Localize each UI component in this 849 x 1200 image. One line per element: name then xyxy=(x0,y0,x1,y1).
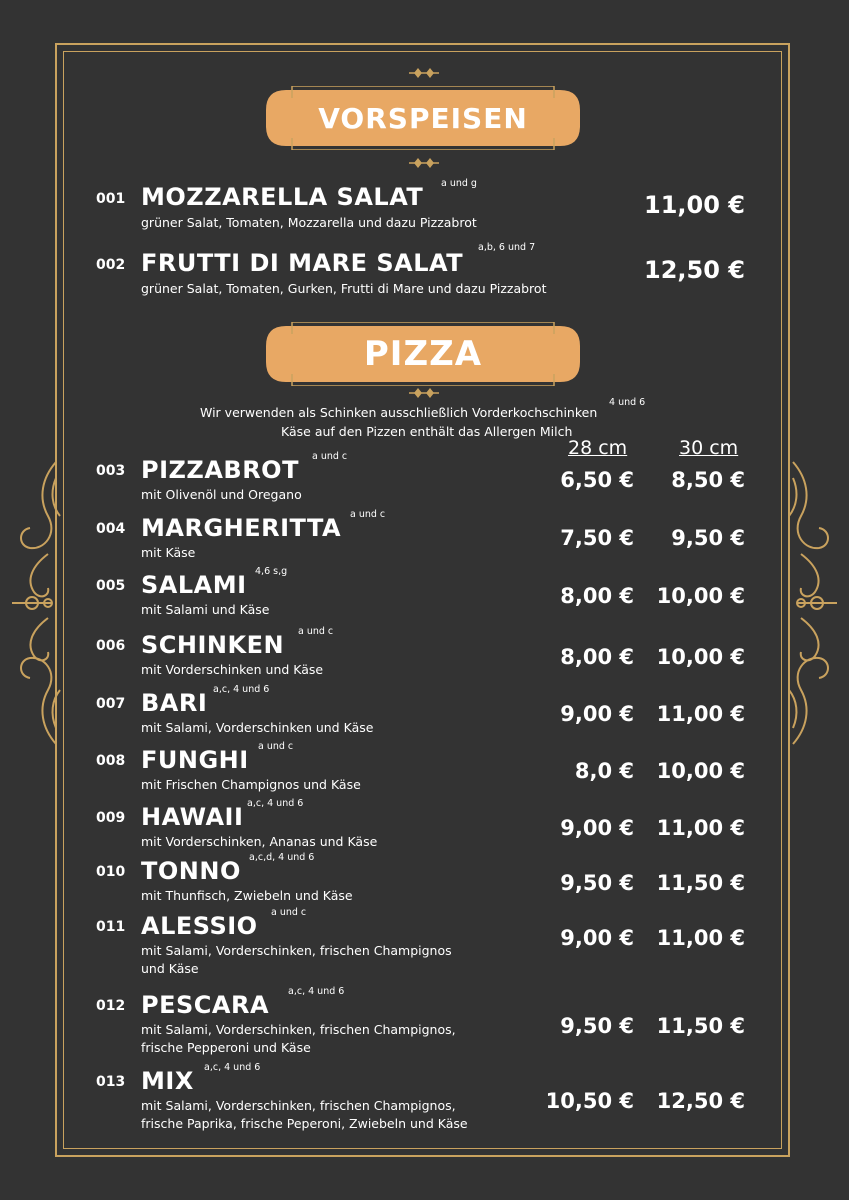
item-description: mit Vorderschinken, Ananas und Käse xyxy=(141,834,378,849)
item-number: 013 xyxy=(96,1074,126,1090)
item-description: mit Salami und Käse xyxy=(141,602,270,617)
right-flourish-icon xyxy=(785,458,841,748)
diamond-ornament-icon xyxy=(409,157,439,169)
item-allergens: a und c xyxy=(271,907,307,918)
price-28cm: 8,00 € xyxy=(560,645,634,669)
item-number: 002 xyxy=(96,257,126,273)
price-28cm: 9,00 € xyxy=(560,926,634,950)
item-description: mit Salami, Vorderschinken und Käse xyxy=(141,720,374,735)
section-title-vorspeisen: VORSPEISEN xyxy=(318,101,528,135)
price-28cm: 9,00 € xyxy=(560,816,634,840)
item-number: 001 xyxy=(96,191,126,207)
item-name: SALAMI xyxy=(141,571,247,599)
price-30cm: 11,00 € xyxy=(656,702,745,726)
price-30cm: 12,50 € xyxy=(656,1089,745,1113)
item-allergens: a,c, 4 und 6 xyxy=(288,986,345,997)
price-30cm: 10,00 € xyxy=(656,584,745,608)
diamond-ornament-icon xyxy=(409,387,439,399)
item-allergens: a und c xyxy=(312,451,348,462)
diamond-ornament-icon xyxy=(409,67,439,79)
item-description: frische Paprika, frische Peperoni, Zwiebeln und Käse xyxy=(141,1116,468,1131)
section-banner-pizza xyxy=(262,322,584,386)
price-30cm: 9,50 € xyxy=(671,526,745,550)
item-number: 009 xyxy=(96,810,126,826)
item-description: mit Vorderschinken und Käse xyxy=(141,662,324,677)
item-allergens: a,c, 4 und 6 xyxy=(204,1062,261,1073)
item-description: frische Pepperoni und Käse xyxy=(141,1040,311,1055)
item-description: mit Salami, Vorderschinken, frischen Champignos, xyxy=(141,1098,456,1113)
price-28cm: 7,50 € xyxy=(560,526,634,550)
item-allergens: a und c xyxy=(298,626,334,637)
item-allergens: a,c,d, 4 und 6 xyxy=(249,852,315,863)
price-28cm: 10,50 € xyxy=(545,1089,634,1113)
price-28cm: 9,00 € xyxy=(560,702,634,726)
item-number: 007 xyxy=(96,696,126,712)
item-description: mit Käse xyxy=(141,545,196,560)
price-30cm: 11,00 € xyxy=(656,926,745,950)
item-allergens: a und g xyxy=(441,178,477,189)
item-name: TONNO xyxy=(141,857,241,885)
price-30cm: 10,00 € xyxy=(656,645,745,669)
item-name: MOZZARELLA SALAT xyxy=(141,183,424,211)
item-name: SCHINKEN xyxy=(141,631,285,659)
item-name: PIZZABROT xyxy=(141,456,299,484)
price-30cm: 8,50 € xyxy=(671,468,745,492)
item-number: 012 xyxy=(96,998,126,1014)
item-name: PESCARA xyxy=(141,991,270,1019)
size-header-30cm: 30 cm xyxy=(679,437,739,459)
section-banner-vorspeisen xyxy=(262,86,584,150)
item-allergens: a,c, 4 und 6 xyxy=(247,798,304,809)
item-name: MARGHERITTA xyxy=(141,514,342,542)
item-name: BARI xyxy=(141,689,208,717)
item-description: mit Salami, Vorderschinken, frischen Champignos, xyxy=(141,1022,456,1037)
price-28cm: 9,50 € xyxy=(560,871,634,895)
section-title-pizza: PIZZA xyxy=(363,334,483,374)
item-number: 006 xyxy=(96,638,126,654)
item-description: und Käse xyxy=(141,961,199,976)
item-allergens: a und c xyxy=(350,509,386,520)
price-28cm: 8,0 € xyxy=(574,759,634,783)
price-28cm: 8,00 € xyxy=(560,584,634,608)
pizza-note-cheese: Käse auf den Pizzen enthält das Allergen Milch xyxy=(281,424,573,439)
item-number: 004 xyxy=(96,521,126,537)
item-allergens: 4,6 s,g xyxy=(255,566,288,577)
item-description: mit Salami, Vorderschinken, frischen Champignos xyxy=(141,943,452,958)
item-name: FUNGHI xyxy=(141,746,249,774)
price-30cm: 11,50 € xyxy=(656,1014,745,1038)
size-header-28cm: 28 cm xyxy=(568,437,628,459)
price-30cm: 11,50 € xyxy=(656,871,745,895)
price-28cm: 6,50 € xyxy=(560,468,634,492)
item-name: ALESSIO xyxy=(141,912,258,940)
pizza-note-ham-allergens: 4 und 6 xyxy=(609,397,646,408)
item-number: 003 xyxy=(96,463,126,479)
item-description: grüner Salat, Tomaten, Gurken, Frutti di Mare und dazu Pizzabrot xyxy=(141,281,547,296)
price-30cm: 11,00 € xyxy=(656,816,745,840)
item-description: mit Olivenöl und Oregano xyxy=(141,487,302,502)
item-allergens: a und c xyxy=(258,741,294,752)
price-28cm: 9,50 € xyxy=(560,1014,634,1038)
item-description: grüner Salat, Tomaten, Mozzarella und dazu Pizzabrot xyxy=(141,215,477,230)
item-name: HAWAII xyxy=(141,803,244,831)
item-number: 008 xyxy=(96,753,126,769)
item-description: mit Thunfisch, Zwiebeln und Käse xyxy=(141,888,353,903)
item-number: 005 xyxy=(96,578,126,594)
left-flourish-icon xyxy=(8,458,64,748)
item-number: 011 xyxy=(96,919,126,935)
item-price: 12,50 € xyxy=(644,256,745,284)
item-description: mit Frischen Champignos und Käse xyxy=(141,777,361,792)
item-allergens: a,b, 6 und 7 xyxy=(478,242,536,253)
item-price: 11,00 € xyxy=(644,191,745,219)
item-number: 010 xyxy=(96,864,126,880)
price-30cm: 10,00 € xyxy=(656,759,745,783)
item-allergens: a,c, 4 und 6 xyxy=(213,684,270,695)
item-name: MIX xyxy=(141,1067,194,1095)
item-name: FRUTTI DI MARE SALAT xyxy=(141,249,464,277)
pizza-note-ham: Wir verwenden als Schinken ausschließlich Vorderkochschinken xyxy=(200,405,598,420)
